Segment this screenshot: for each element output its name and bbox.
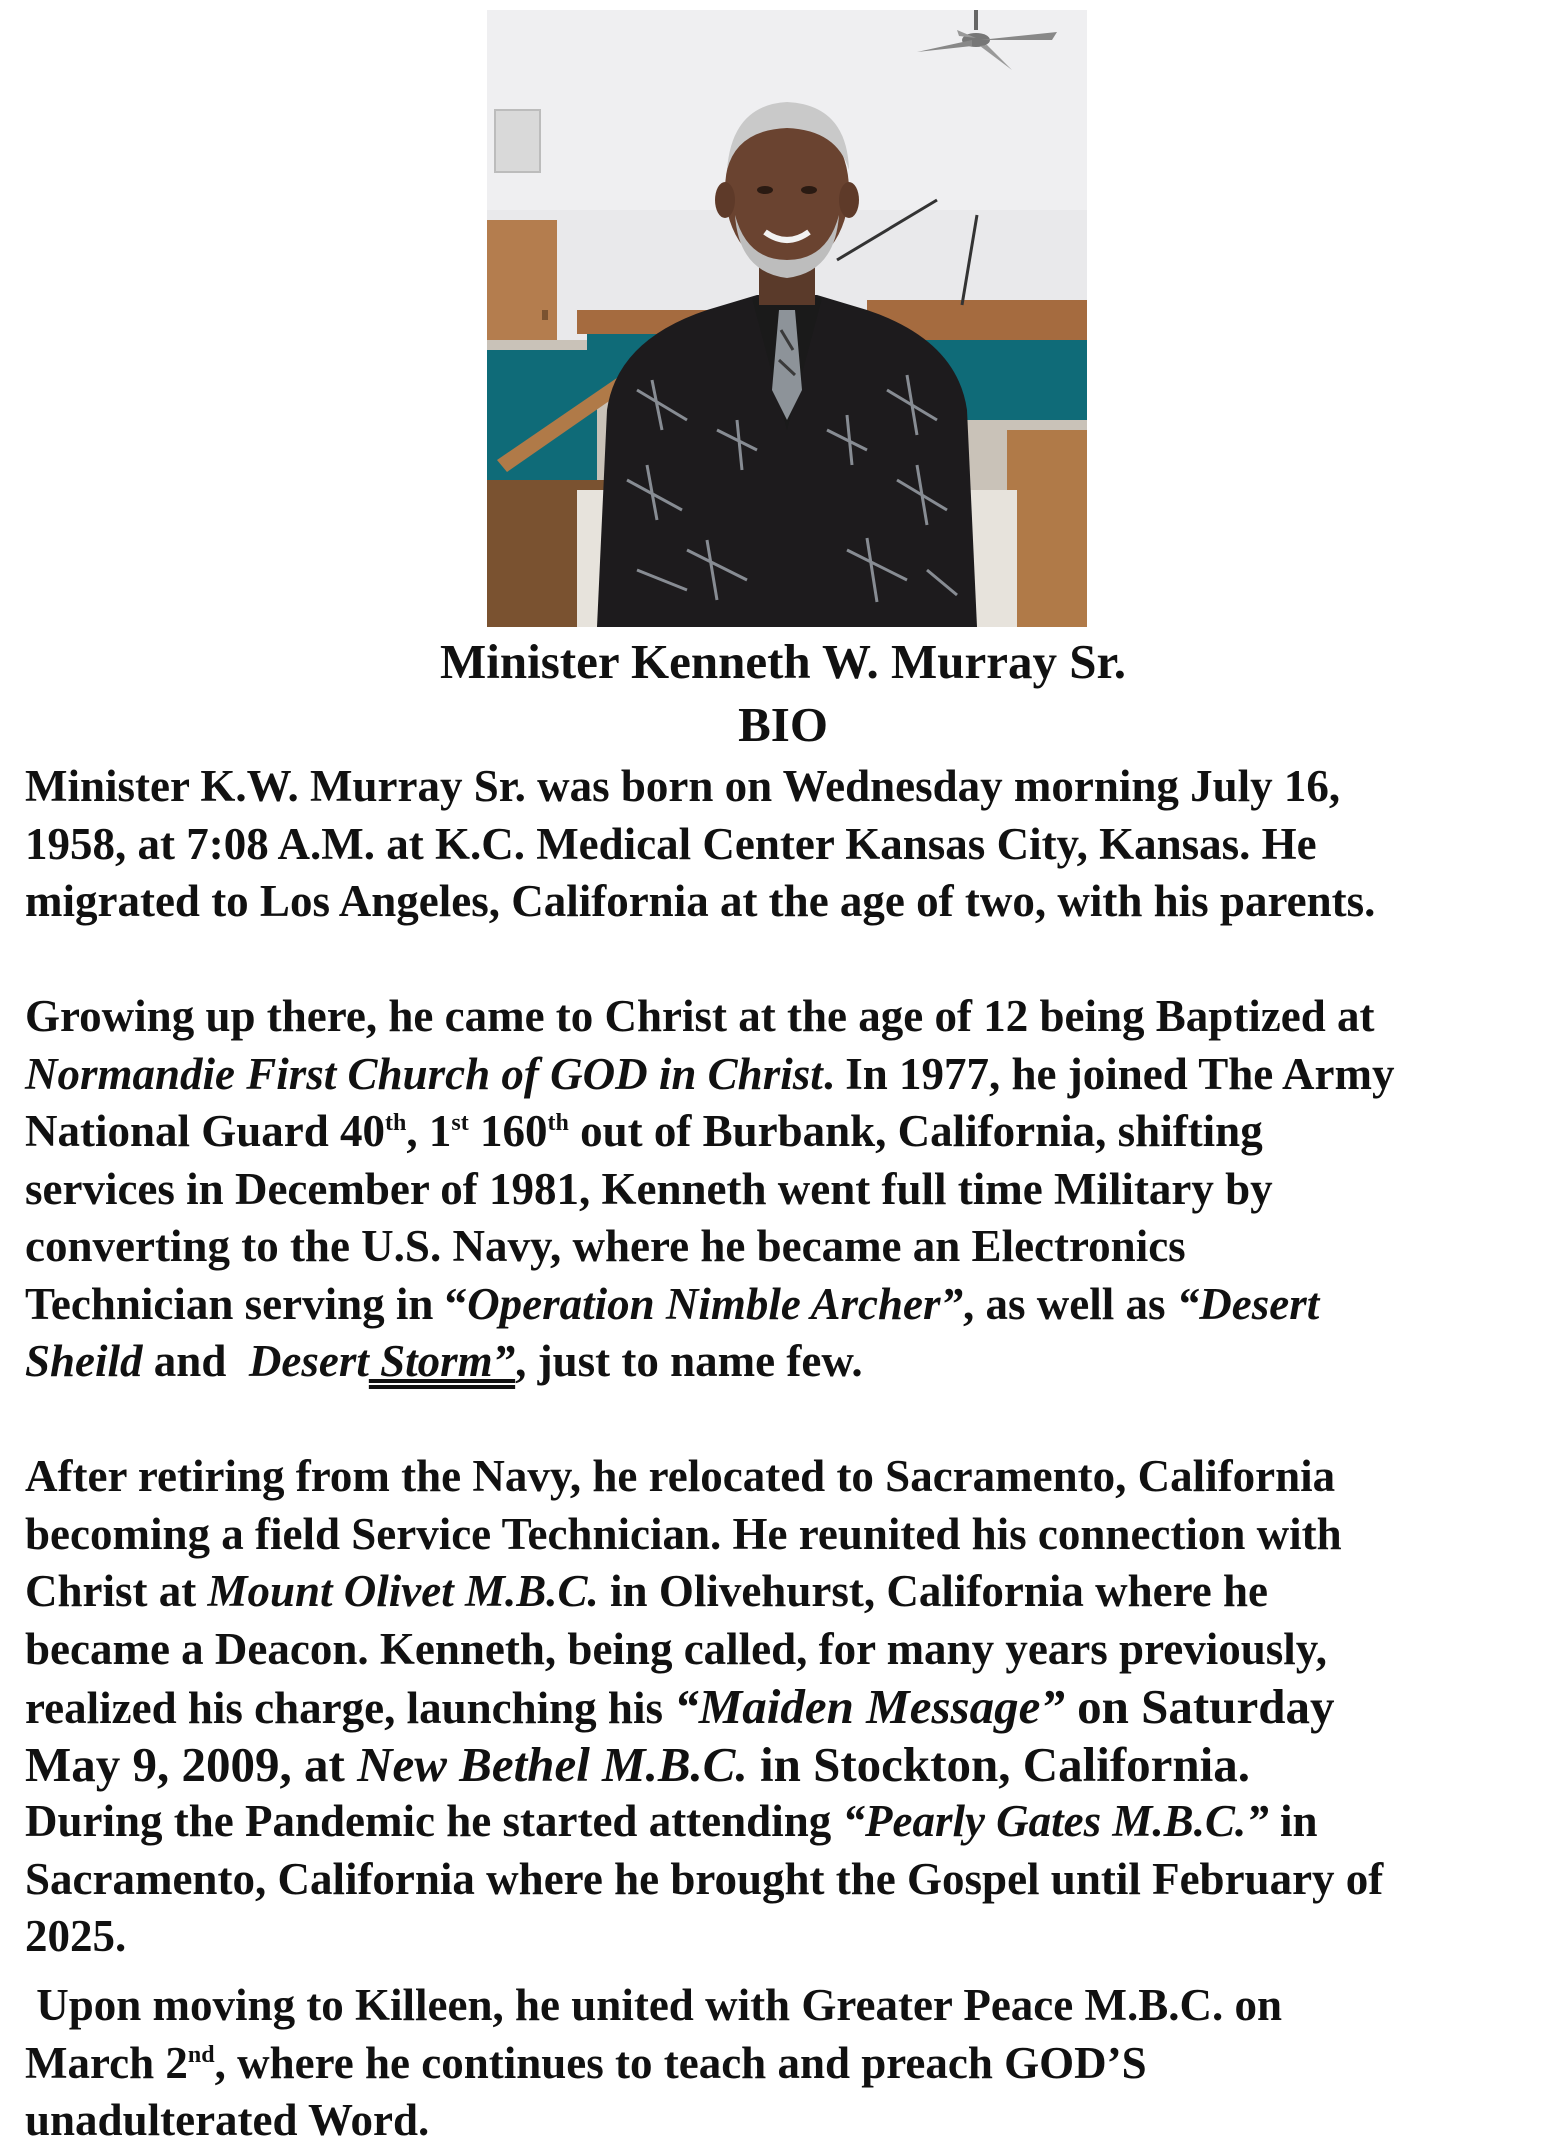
text-line: became a Deacon. Kenneth, being called, for many years previously, <box>25 1623 1328 1674</box>
operation-name: “Desert <box>1176 1278 1320 1329</box>
paragraph-birth <box>25 758 1555 931</box>
superscript: th <box>547 1110 569 1136</box>
text-line: unadulterated Word. <box>25 2095 430 2145</box>
sermon-title: “Maiden Message” <box>674 1679 1065 1734</box>
text-run: March 2 <box>25 2037 188 2088</box>
text-line: migrated to Los Angeles, California at the age of two, with his parents. <box>25 876 1376 926</box>
text-run: and <box>142 1336 249 1386</box>
church-name: Normandie First Church of GOD in Christ <box>25 1048 823 1099</box>
text-run: on Saturday <box>1064 1679 1335 1734</box>
text-run: realized his charge, launching his <box>25 1683 675 1733</box>
text-run: 160 <box>468 1106 548 1156</box>
text-run: in <box>1268 1796 1318 1846</box>
text-line: Minister K.W. Murray Sr. was born on Wednesday morning July 16, <box>25 761 1341 811</box>
text-run: , just to name few. <box>515 1336 863 1386</box>
text-run: , as well as <box>963 1278 1177 1329</box>
church-name: New Bethel M.B.C. <box>357 1736 748 1792</box>
text-line <box>25 1793 1555 1851</box>
portrait-photo <box>487 10 1087 627</box>
text-run: May 9, 2009, at <box>25 1736 358 1792</box>
text-line: 2025. <box>25 1911 127 1961</box>
text-run: out of Burbank, California, shifting <box>568 1106 1263 1156</box>
text-run: in Olivehurst, California where he <box>598 1566 1268 1616</box>
text-run: , 1 <box>406 1106 452 1156</box>
text-line: services in December of 1981, Kenneth went full time Military by <box>25 1163 1273 1214</box>
text-line <box>25 1563 1555 1621</box>
paragraph-military <box>25 988 1555 1391</box>
text-line <box>25 1678 1555 1736</box>
text-line <box>25 1736 1555 1794</box>
page-subtitle: BIO <box>738 697 828 752</box>
superscript: nd <box>187 2041 215 2068</box>
superscript: th <box>385 1110 407 1136</box>
operation-name: Operation Nimble Archer” <box>467 1278 963 1329</box>
paragraph-current <box>25 1977 1555 2150</box>
text-line: becoming a field Service Technician. He reunited his connection with <box>25 1508 1342 1559</box>
page-title: Minister Kenneth W. Murray Sr. <box>439 634 1127 689</box>
church-name: Mount Olivet M.B.C. <box>207 1566 599 1616</box>
text-line <box>25 1046 1555 1104</box>
text-run: National Guard 40 <box>25 1106 386 1156</box>
operation-name: Desert <box>248 1336 369 1386</box>
operation-name: Sheild <box>25 1336 143 1386</box>
text-line <box>25 2035 1555 2093</box>
text-run: . In 1977, he joined The Army <box>822 1048 1395 1099</box>
text-line: After retiring from the Navy, he relocated to Sacramento, California <box>25 1451 1336 1501</box>
text-line: Sacramento, California where he brought the Gospel until February of <box>25 1853 1384 1904</box>
text-line: Upon moving to Killeen, he united with Greater Peace M.B.C. on <box>25 1980 1283 2030</box>
text-run: During the Pandemic he started attending <box>25 1796 843 1846</box>
church-name: “Pearly Gates M.B.C.” <box>842 1796 1269 1846</box>
text-line <box>25 1333 1555 1391</box>
text-run: Christ at <box>25 1566 208 1616</box>
text-run: , where he continues to teach and preach GOD’S <box>214 2037 1147 2088</box>
text-line <box>25 1276 1555 1334</box>
text-line: converting to the U.S. Navy, where he became an Electronics <box>25 1221 1186 1271</box>
superscript: st <box>451 1110 469 1136</box>
text-line: 1958, at 7:08 A.M. at K.C. Medical Center Kansas City, Kansas. He <box>25 818 1317 869</box>
paragraph-ministry <box>25 1448 1555 1966</box>
text-line: Growing up there, he came to Christ at the age of 12 being Baptized at <box>25 991 1375 1041</box>
text-run: Technician serving in “ <box>25 1278 468 1329</box>
operation-name: Storm” <box>368 1336 516 1386</box>
text-run: in Stockton, California. <box>747 1736 1251 1792</box>
text-line <box>25 1103 1555 1161</box>
